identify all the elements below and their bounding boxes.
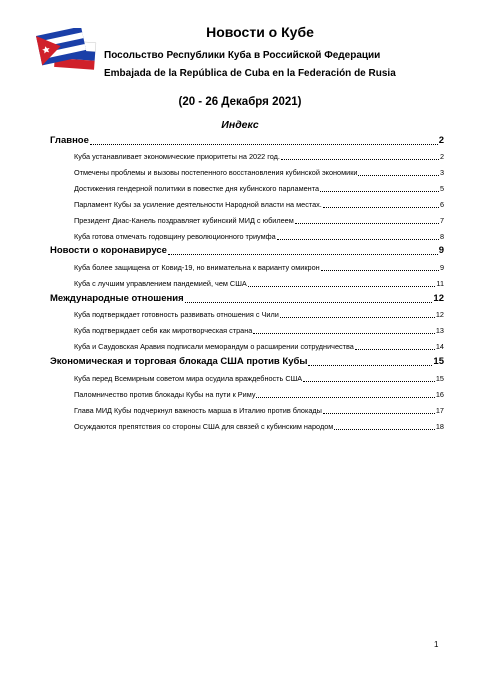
toc-page-number: 13 [435, 326, 444, 335]
toc-section[interactable] [50, 293, 444, 305]
toc-page-number: 2 [438, 135, 444, 146]
toc-page-number: 17 [435, 406, 444, 415]
toc-page-number: 8 [439, 232, 444, 241]
toc-item-label: Куба подтверждает готовность развивать отношения с Чили [74, 310, 279, 319]
toc-item-label: Куба с лучшим управлением пандемией, чем США [74, 279, 247, 288]
toc-item[interactable] [60, 184, 444, 194]
toc-section[interactable] [50, 356, 444, 368]
toc-item-label: Отмечены проблемы и вызовы постепенного восстановления кубинской экономики [74, 168, 358, 177]
toc-section[interactable] [50, 245, 444, 257]
toc-item-label: Куба более защищена от Ковид-19, но внимательна к варианту омикрон [74, 263, 320, 272]
toc-item-label: Куба устанавливает экономические приоритеты на 2022 год. [74, 152, 280, 161]
toc-page-number: 15 [433, 356, 444, 367]
toc-leader [281, 159, 439, 160]
toc-item[interactable] [60, 152, 444, 162]
toc-page-number: 14 [435, 342, 444, 351]
toc-leader [168, 254, 438, 255]
toc-section-label: Международные отношения [50, 293, 184, 304]
toc-item[interactable] [60, 232, 444, 242]
toc-item-label: Глава МИД Кубы подчеркнул важность марша в Италию против блокады [74, 406, 322, 415]
toc-item-label: Куба подтверждает себя как миротворческая страна [74, 326, 253, 335]
toc-item[interactable] [60, 200, 444, 210]
toc-section[interactable] [50, 135, 444, 147]
toc-item[interactable] [60, 374, 444, 384]
toc-page-number: 12 [435, 310, 444, 319]
toc-leader [277, 239, 439, 240]
toc-page-number: 12 [433, 293, 444, 304]
toc-section-label: Новости о коронавирусе [50, 245, 167, 256]
toc-section-label: Экономическая и торговая блокада США против Кубы [50, 356, 308, 367]
toc-item[interactable] [60, 263, 444, 273]
toc-item[interactable] [60, 422, 444, 432]
toc-leader [248, 286, 436, 287]
toc-item[interactable] [60, 390, 444, 400]
toc-leader [90, 144, 438, 145]
toc-leader [323, 207, 439, 208]
toc-item-label: Президент Диас-Канель поздравляет кубинский МИД с юбилеем [74, 216, 294, 225]
page-title: Новости о Кубе [206, 24, 314, 40]
toc-leader [355, 349, 435, 350]
toc-section-label: Главное [50, 135, 89, 146]
toc-item-label: Куба готова отмечать годовщину революционного триумфа [74, 232, 276, 241]
toc-page-number: 3 [439, 168, 444, 177]
toc-item[interactable] [60, 216, 444, 226]
toc-item[interactable] [60, 168, 444, 178]
toc-page-number: 15 [435, 374, 444, 383]
toc-leader [256, 397, 434, 398]
toc-page-number: 18 [435, 422, 444, 431]
embassy-name-ru: Посольство Республики Куба в Российской Федерации [104, 50, 381, 61]
toc-leader [253, 333, 435, 334]
toc-leader [280, 317, 435, 318]
toc-item-label: Достижения гендерной политики в повестке дня кубинского парламента [74, 184, 320, 193]
toc-leader [320, 191, 439, 192]
toc-item[interactable] [60, 406, 444, 416]
toc-item[interactable] [60, 279, 444, 289]
toc-leader [308, 365, 432, 366]
toc-item-label: Паломничество против блокады Кубы на пути к Риму [74, 390, 256, 399]
toc-leader [321, 270, 439, 271]
toc-item[interactable] [60, 326, 444, 336]
toc-item-label: Парламент Кубы за усиление деятельности Народной власти на местах. [74, 200, 322, 209]
toc-item[interactable] [60, 310, 444, 320]
toc-page-number: 2 [439, 152, 444, 161]
toc-page-number: 7 [439, 216, 444, 225]
toc-leader [295, 223, 439, 224]
toc-leader [334, 429, 435, 430]
toc-page-number: 9 [439, 263, 444, 272]
toc-item-label: Куба и Саудовская Аравия подписали меморандум о расширении сотрудничества [74, 342, 354, 351]
toc-item-label: Куба перед Всемирным советом мира осудила враждебность США [74, 374, 303, 383]
toc-leader [185, 302, 433, 303]
toc-item[interactable] [60, 342, 444, 352]
toc-page-number: 16 [435, 390, 444, 399]
toc-page-number: 5 [439, 184, 444, 193]
toc-leader [303, 381, 435, 382]
toc-leader [358, 175, 438, 176]
date-range: (20 - 26 Декабря 2021) [178, 96, 302, 108]
embassy-name-es: Embajada de la República de Cuba en la Federación de Rusia [104, 68, 396, 79]
toc-page-number: 9 [438, 245, 444, 256]
toc-leader [323, 413, 435, 414]
index-heading: Индекс [221, 119, 259, 131]
toc-page-number: 11 [436, 279, 444, 288]
toc-item-label: Осуждаются препятствия со стороны США для связей с кубинским народом [74, 422, 334, 431]
toc-page-number: 6 [439, 200, 444, 209]
footer-page-number: 1 [434, 640, 439, 649]
